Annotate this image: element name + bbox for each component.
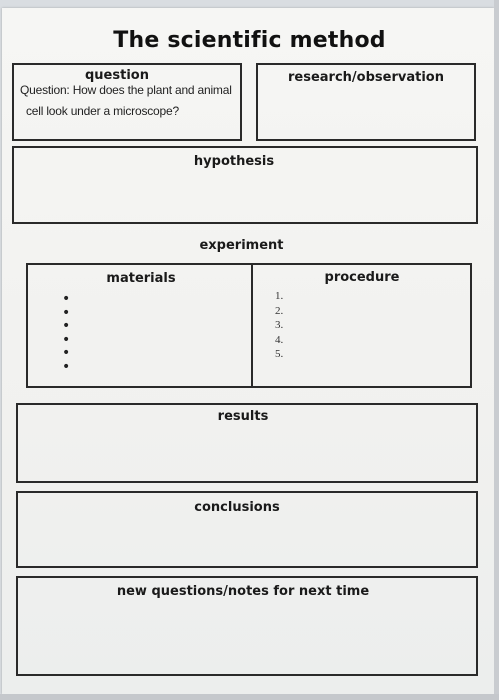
page-title: The scientific method bbox=[113, 28, 386, 53]
materials-bullet: • bbox=[62, 358, 71, 375]
question-text-line1: Question: How does the plant and animal bbox=[20, 83, 232, 97]
hypothesis-heading: hypothesis bbox=[193, 154, 275, 169]
results-box bbox=[16, 403, 478, 483]
materials-bullet: • bbox=[62, 291, 71, 307]
new-questions-box bbox=[16, 576, 478, 676]
materials-bullet: • bbox=[62, 318, 71, 334]
experiment-table bbox=[26, 263, 472, 388]
experiment-heading: experiment bbox=[199, 238, 284, 253]
conclusions-heading: conclusions bbox=[194, 500, 280, 515]
materials-bullet: • bbox=[62, 331, 71, 348]
conclusions-box bbox=[16, 491, 478, 568]
procedure-step: 4. bbox=[275, 333, 284, 346]
question-box bbox=[12, 63, 242, 141]
research-observation-heading: research/observation bbox=[288, 70, 444, 85]
procedure-step: 5. bbox=[275, 348, 284, 360]
procedure-list bbox=[275, 289, 283, 362]
research-observation-box bbox=[256, 63, 476, 141]
table-divider bbox=[251, 265, 253, 386]
page-edge-bottom bbox=[0, 694, 499, 700]
materials-heading: materials bbox=[106, 271, 176, 286]
materials-bullet: • bbox=[62, 345, 71, 361]
procedure-step: 2. bbox=[275, 304, 284, 317]
procedure-heading: procedure bbox=[324, 270, 400, 285]
procedure-step: 1. bbox=[275, 290, 284, 302]
materials-bullet: • bbox=[62, 304, 71, 321]
materials-list bbox=[62, 293, 70, 374]
procedure-step: 3. bbox=[275, 319, 284, 331]
question-text-line2: cell look under a microscope? bbox=[26, 104, 179, 118]
results-heading: results bbox=[217, 409, 269, 424]
page-edge bbox=[494, 0, 499, 700]
hypothesis-box bbox=[12, 146, 478, 224]
question-heading: question bbox=[85, 68, 149, 83]
new-questions-heading: new questions/notes for next time bbox=[116, 584, 370, 599]
